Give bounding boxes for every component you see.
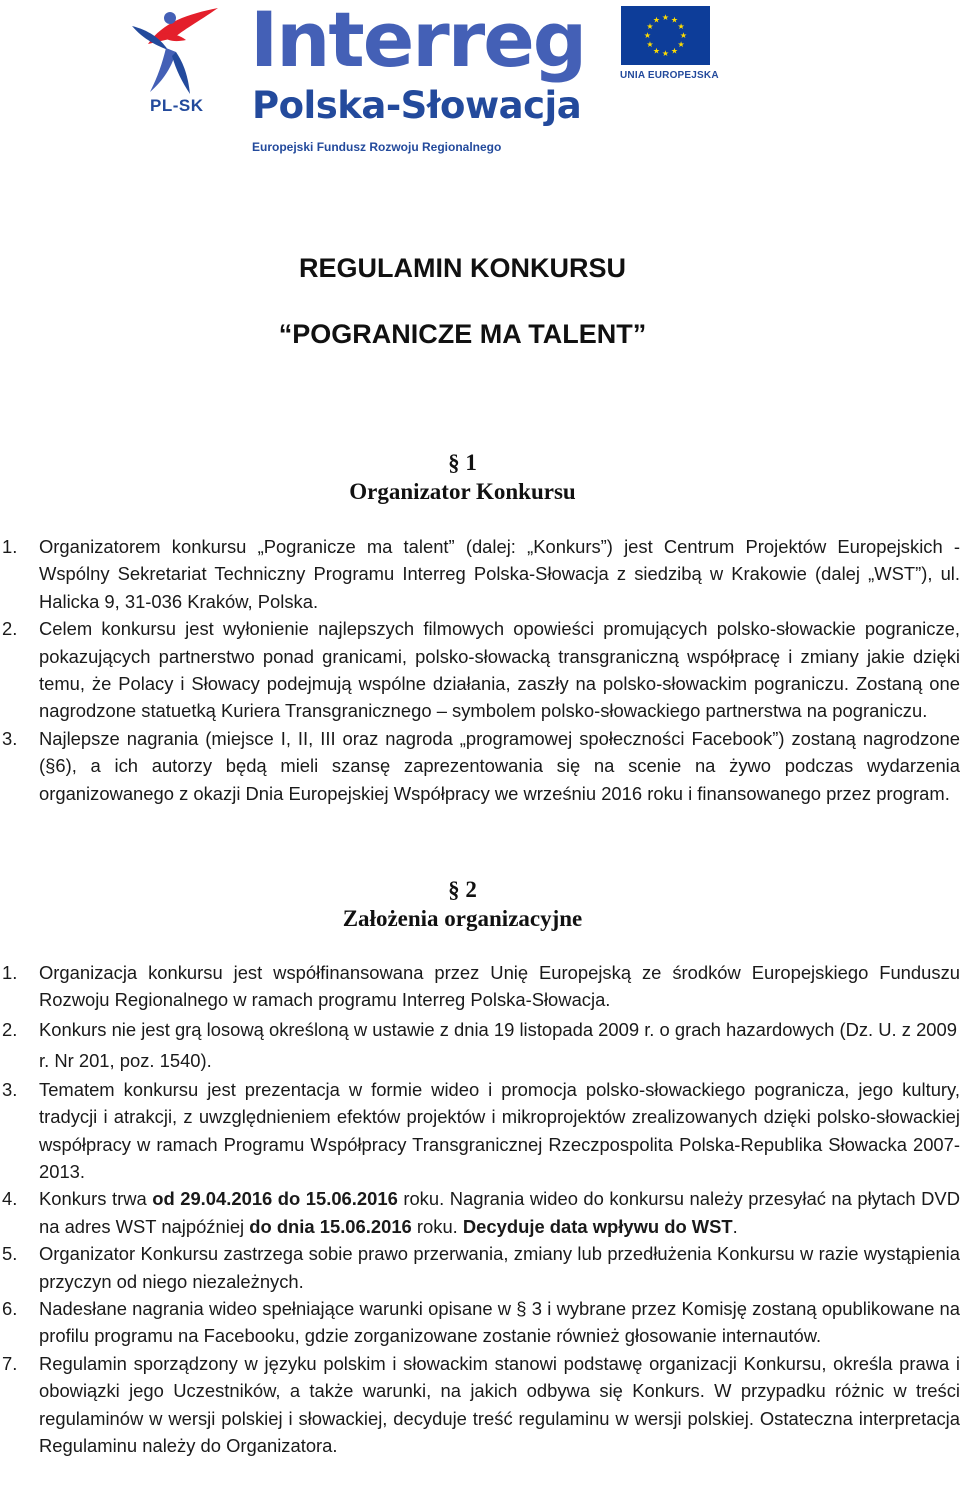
- contest-dates: od 29.04.2016 do 15.06.2016: [152, 1188, 398, 1210]
- list-item: [0, 533, 960, 615]
- section-2-list: [0, 959, 960, 1460]
- eu-star-icon: ★: [679, 31, 688, 40]
- list-item: [0, 1350, 960, 1460]
- interreg-wordmark: Interreg: [250, 0, 586, 84]
- document-title: REGULAMIN KONKURSU: [299, 253, 626, 283]
- eu-star-icon: ★: [646, 40, 654, 49]
- list-item: [0, 1014, 960, 1076]
- section-1-list: [0, 533, 960, 807]
- eu-star-icon: ★: [670, 46, 679, 56]
- eu-star-icon: ★: [670, 15, 679, 25]
- pl-sk-figure-icon: [128, 4, 224, 100]
- text-run: Konkurs trwa: [39, 1188, 153, 1210]
- deadline-rule: Decyduje data wpływu do WST: [462, 1215, 733, 1237]
- section-2-number: § 2: [448, 877, 477, 902]
- section-2-heading: Założenia organizacyjne: [342, 906, 583, 931]
- list-item: [0, 1076, 960, 1186]
- eu-flag-icon: [621, 6, 710, 65]
- eu-star-icon: ★: [661, 49, 670, 58]
- eu-star-icon: ★: [652, 15, 661, 25]
- program-name: Polska-Słowacja: [252, 84, 582, 127]
- section-1-heading: Organizator Konkursu: [349, 479, 576, 504]
- eu-star-icon: ★: [677, 22, 685, 31]
- pl-sk-logo: [128, 4, 224, 120]
- item-number: 1.: [2, 536, 18, 557]
- logo-bar: [0, 0, 960, 160]
- list-item: [0, 725, 960, 807]
- section-1-number: § 1: [448, 450, 477, 475]
- item-number: 2.: [2, 618, 18, 640]
- deadline: do dnia 15.06.2016: [249, 1215, 412, 1237]
- eu-star-icon: ★: [652, 46, 661, 56]
- item-text: Konkurs nie jest grą losową określoną w ustawie z dnia 19 listopada 2009 r. o grach hazardowych (Dz. U. z 2009 r. Nr 201, poz. 1540).: [39, 1018, 957, 1071]
- contest-name: “POGRANICZE MA TALENT”: [278, 319, 647, 349]
- text-run: roku.: [411, 1215, 463, 1237]
- item-number: 2.: [2, 1018, 18, 1040]
- list-item: [0, 1240, 960, 1295]
- eu-star-icon: ★: [661, 13, 670, 22]
- item-text: [39, 1185, 960, 1240]
- item-text: Celem konkursu jest wyłonienie najlepszych filmowych opowieści promujących polsko-słowackie pogranicze, pokazujących partnerstwo ponad granicami, polsko-słowacką transgraniczną współpracę i zmiany jakie dzięki temu, że Polacy i Słowacy podejmują wspólne działania, zaszły na polsko-słowackim pograniczu. Zostaną one nagrodzone statuetką Kuriera Transgranicznego – symbolem polsko-słowackiego partnerstwa na pograniczu.: [39, 618, 960, 722]
- item-text: Organizatorem konkursu „Pogranicze ma talent” (dalej: „Konkurs”) jest Centrum Projektów Europejskich - Wspólny Sekretariat Techniczny Programu Interreg Polska-Słowacja z siedzibą w Krakowie (dalej „WST”), ul. Halicka 9, 31-036 Kraków, Polska.: [39, 536, 960, 612]
- item-text: Nadesłane nagrania wideo spełniające warunki opisane w § 3 i wybrane przez Komisję zostaną opublikowane na profilu programu na Facebooku, gdzie zorganizowane zostanie również głosowanie internautów.: [39, 1298, 960, 1347]
- item-number: 6.: [2, 1298, 18, 1320]
- item-text: Regulamin sporządzony w języku polskim i słowackim stanowi podstawę organizacji Konkursu, określa prawa i obowiązki jego Uczestników, a także warunki, na jakich odbywa się Konkurs. W przypadku różnic w treści regulaminów w wersji polskiej i słowackiej, decyduje treść regulaminu w wersji polskiej. Ostateczna interpretacja Regulaminu należy do Organizatora.: [39, 1352, 960, 1457]
- list-item: [0, 1295, 960, 1350]
- eu-star-icon: ★: [677, 40, 685, 49]
- fund-name: Europejski Fundusz Rozwoju Regionalnego: [252, 140, 502, 154]
- eu-star-icon: ★: [646, 22, 654, 31]
- eu-star-icon: ★: [643, 31, 652, 40]
- item-number: 3.: [2, 1078, 18, 1100]
- item-number: 1.: [2, 962, 18, 983]
- eu-label: UNIA EUROPEJSKA: [620, 70, 719, 81]
- item-text: Najlepsze nagrania (miejsce I, II, III oraz nagroda „programowej społeczności Facebook”) zostaną nagrodzone (§6), a ich autorzy będą mieli szansę zaprezentowania się na scenie na żywo podczas wydarzenia organizowanego z okazji Dnia Europejskiej Współpracy we wrześniu 2016 roku i finansowanego przez program.: [39, 727, 960, 804]
- list-item: [0, 1185, 960, 1240]
- pl-sk-label: PL-SK: [150, 96, 204, 115]
- item-number: 3.: [2, 727, 18, 749]
- item-number: 4.: [2, 1188, 18, 1210]
- item-number: 7.: [2, 1352, 18, 1374]
- list-item: [0, 615, 960, 725]
- list-item: [0, 959, 960, 1014]
- item-number: 5.: [2, 1243, 18, 1265]
- item-text: Organizacja konkursu jest współfinansowana przez Unię Europejską ze środków Europejskiego Funduszu Rozwoju Regionalnego w ramach programu Interreg Polska-Słowacja.: [39, 962, 960, 1011]
- item-text: Tematem konkursu jest prezentacja w formie wideo i promocja polsko-słowackiego pogranicza, jego kultury, tradycji i atrakcji, z uwzględnieniem efektów projektów i mikroprojektów zrealizowanych dzięki polsko-słowackiej współpracy w ramach Programu Współpracy Transgranicznej Rzeczpospolita Polska-Republika Słowacka 2007-2013.: [39, 1078, 960, 1183]
- text-run: .: [732, 1215, 738, 1237]
- text-run: roku. Nagrania wideo do konkursu należy przesyłać na płytach DVD na adres WST najpóźniej: [39, 1188, 960, 1237]
- item-text: Organizator Konkursu zastrzega sobie prawo przerwania, zmiany lub przedłużenia Konkursu w razie wystąpienia przyczyn od niego niezależnych.: [39, 1243, 960, 1292]
